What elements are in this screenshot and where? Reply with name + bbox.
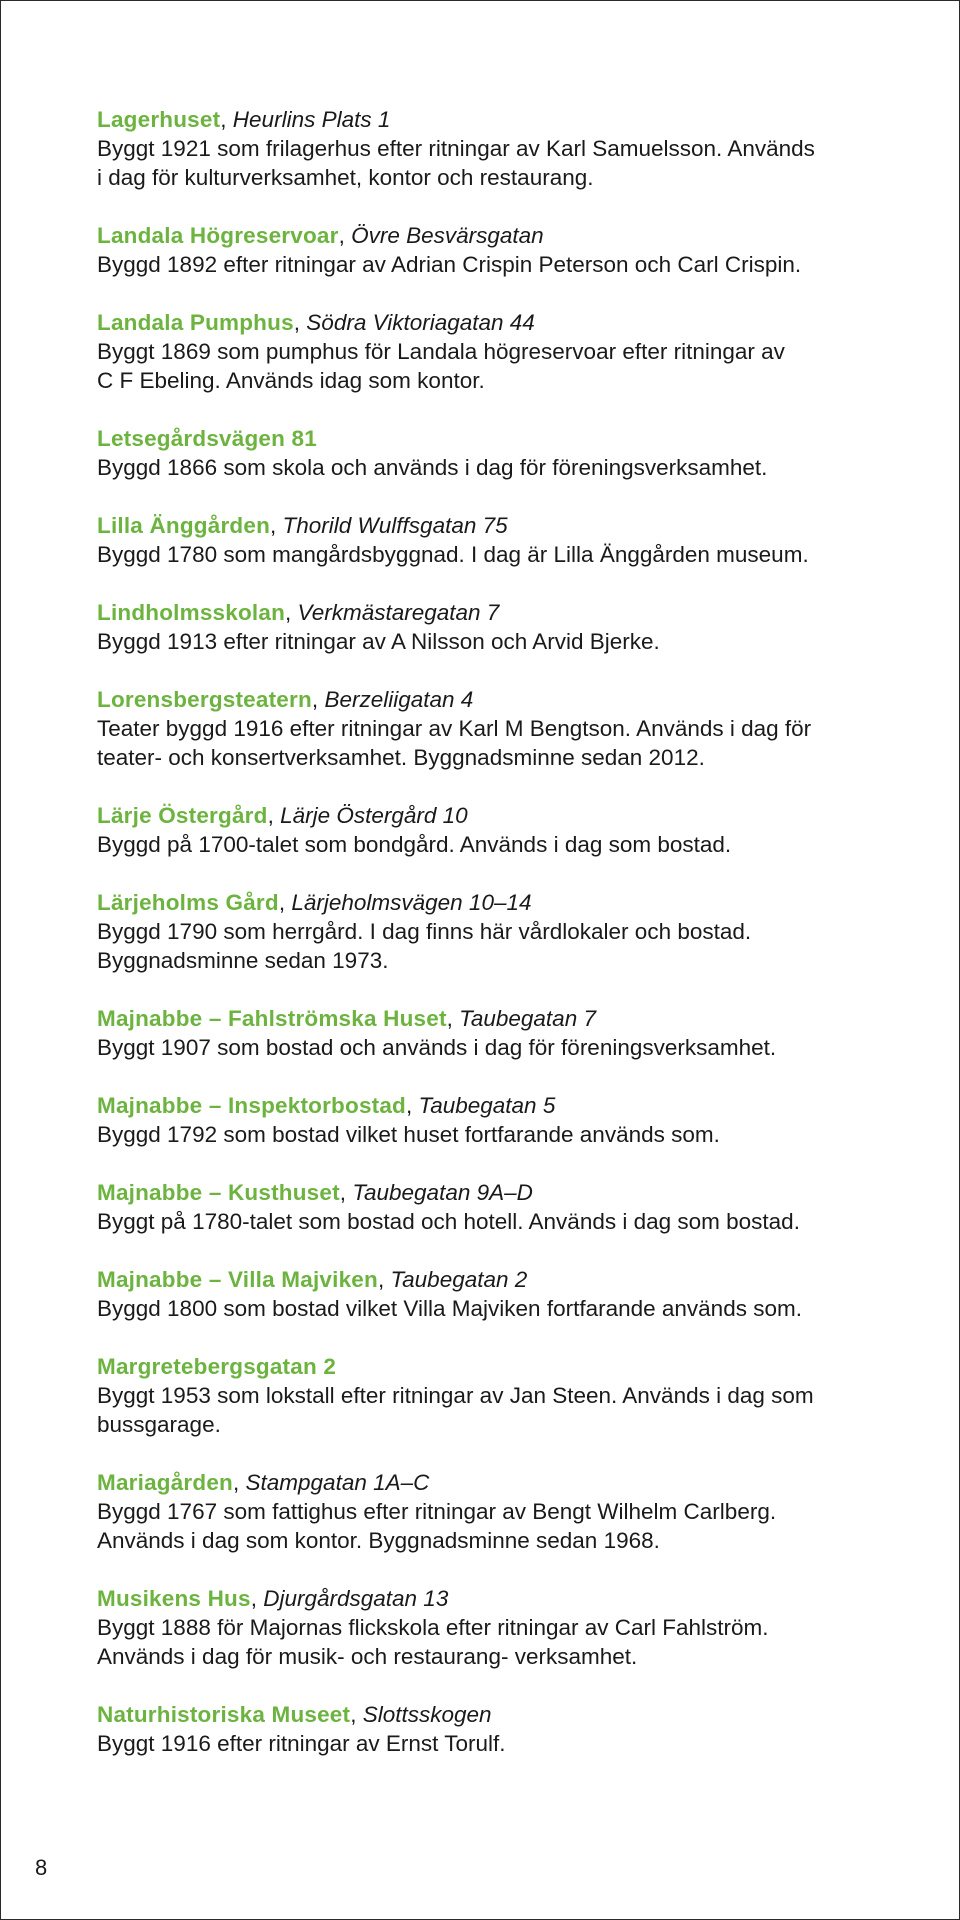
- name-address-separator: ,: [339, 1180, 353, 1205]
- entry-heading: [97, 685, 877, 714]
- building-entry: [97, 888, 877, 975]
- building-entry: [97, 1265, 877, 1323]
- entry-heading: [97, 1468, 877, 1497]
- name-address-separator: ,: [377, 1267, 391, 1292]
- building-description-line: Byggt 1888 för Majornas flickskola efter ritningar av Carl Fahlström.: [97, 1615, 769, 1640]
- building-address: Övre Besvärsgatan: [351, 223, 544, 248]
- entry-heading: [97, 511, 877, 540]
- building-description-line: Byggd 1792 som bostad vilket huset fortfarande används som.: [97, 1122, 720, 1147]
- entry-heading: [97, 308, 877, 337]
- building-address: Verkmästaregatan 7: [297, 600, 500, 625]
- building-name: Majnabbe – Villa Majviken: [97, 1267, 378, 1292]
- name-address-separator: ,: [250, 1586, 264, 1611]
- building-description-line: bussgarage.: [97, 1412, 221, 1437]
- building-name: Lärje Östergård: [97, 803, 268, 828]
- name-address-separator: ,: [338, 223, 352, 248]
- building-name: Lilla Änggården: [97, 513, 271, 538]
- building-description-line: Byggt 1916 efter ritningar av Ernst Torulf.: [97, 1731, 506, 1756]
- entry-heading: [97, 424, 877, 453]
- building-name: Naturhistoriska Museet: [97, 1702, 351, 1727]
- entry-heading: [97, 1700, 877, 1729]
- building-description-line: Byggd på 1700-talet som bondgård. Används i dag som bostad.: [97, 832, 732, 857]
- entry-heading: [97, 1178, 877, 1207]
- building-description-line: Byggt 1869 som pumphus för Landala högreservoar efter ritningar av: [97, 339, 785, 364]
- building-description-line: C F Ebeling. Används idag som kontor.: [97, 368, 485, 393]
- building-description-line: Byggt 1921 som frilagerhus efter ritningar av Karl Samuelsson. Används: [97, 136, 815, 161]
- building-description-line: Byggd 1767 som fattighus efter ritningar av Bengt Wilhelm Carlberg.: [97, 1499, 777, 1524]
- building-name: Lagerhuset: [97, 107, 221, 132]
- building-entry: [97, 511, 877, 569]
- building-description-line: teater- och konsertverksamhet. Byggnadsminne sedan 2012.: [97, 745, 705, 770]
- building-entry: [97, 424, 877, 482]
- building-address: Thorild Wulffsgatan 75: [282, 513, 508, 538]
- building-description-line: Byggd 1913 efter ritningar av A Nilsson och Arvid Bjerke.: [97, 629, 660, 654]
- page-number: 8: [35, 1855, 48, 1880]
- building-entry: [97, 308, 877, 395]
- building-description-line: Byggt 1907 som bostad och används i dag för föreningsverksamhet.: [97, 1035, 777, 1060]
- building-description-line: Byggd 1866 som skola och används i dag för föreningsverksamhet.: [97, 455, 768, 480]
- building-address: Taubegatan 5: [418, 1093, 556, 1118]
- building-name: Majnabbe – Inspektorbostad: [97, 1093, 407, 1118]
- building-name: Letsegårdsvägen 81: [97, 426, 317, 451]
- name-address-separator: ,: [406, 1093, 419, 1118]
- building-address: Taubegatan 9A–D: [352, 1180, 533, 1205]
- building-address: Berzeliigatan 4: [324, 687, 474, 712]
- building-entry: [97, 1468, 877, 1555]
- building-description-line: Används i dag som kontor. Byggnadsminne sedan 1968.: [97, 1528, 660, 1553]
- name-address-separator: ,: [233, 1470, 246, 1495]
- building-description-line: Byggt på 1780-talet som bostad och hotell. Används i dag som bostad.: [97, 1209, 800, 1234]
- building-description-line: Byggd 1780 som mangårdsbyggnad. I dag är Lilla Änggården museum.: [97, 542, 809, 567]
- building-entry: [97, 1352, 877, 1439]
- building-entry: [97, 1584, 877, 1671]
- building-entry: [97, 598, 877, 656]
- building-name: Majnabbe – Fahlströmska Huset: [97, 1006, 447, 1031]
- entry-heading: [97, 1091, 877, 1120]
- building-name: Landala Högreservoar: [97, 223, 339, 248]
- building-address: Stampgatan 1A–C: [245, 1470, 430, 1495]
- building-name: Musikens Hus: [97, 1586, 251, 1611]
- building-entry: [97, 801, 877, 859]
- building-description-line: i dag för kulturverksamhet, kontor och restaurang.: [97, 165, 594, 190]
- building-description-line: Byggd 1790 som herrgård. I dag finns här vårdlokaler och bostad.: [97, 919, 752, 944]
- entry-heading: [97, 801, 877, 830]
- entry-heading: [97, 1265, 877, 1294]
- name-address-separator: ,: [293, 310, 307, 335]
- building-name: Majnabbe – Kusthuset: [97, 1180, 340, 1205]
- building-entry: [97, 1091, 877, 1149]
- entry-heading: [97, 1352, 877, 1381]
- name-address-separator: ,: [446, 1006, 460, 1031]
- building-entry: [97, 685, 877, 772]
- building-address: Djurgårdsgatan 13: [263, 1586, 449, 1611]
- name-address-separator: ,: [220, 107, 233, 132]
- entry-heading: [97, 888, 877, 917]
- building-description-line: Byggnadsminne sedan 1973.: [97, 948, 389, 973]
- entry-heading: [97, 1584, 877, 1613]
- name-address-separator: ,: [270, 513, 283, 538]
- building-address: Heurlins Plats 1: [232, 107, 391, 132]
- building-entry: [97, 1178, 877, 1236]
- entry-heading: [97, 1004, 877, 1033]
- building-description-line: Byggt 1953 som lokstall efter ritningar av Jan Steen. Används i dag som: [97, 1383, 814, 1408]
- building-description-line: Byggd 1800 som bostad vilket Villa Majviken fortfarande används som.: [97, 1296, 802, 1321]
- building-name: Lärjeholms Gård: [97, 890, 279, 915]
- building-description-line: Byggd 1892 efter ritningar av Adrian Crispin Peterson och Carl Crispin.: [97, 252, 802, 277]
- name-address-separator: ,: [267, 803, 281, 828]
- entry-heading: [97, 105, 877, 134]
- building-description-line: Används i dag för musik- och restaurang- verksamhet.: [97, 1644, 638, 1669]
- entry-heading: [97, 598, 877, 627]
- building-name: Margretebergsgatan 2: [97, 1354, 337, 1379]
- building-name: Lorensbergsteatern: [97, 687, 312, 712]
- building-address: Taubegatan 2: [390, 1267, 528, 1292]
- building-address: Lärjeholmsvägen 10–14: [291, 890, 532, 915]
- building-entry: [97, 1004, 877, 1062]
- building-name: Landala Pumphus: [97, 310, 294, 335]
- building-entry: [97, 105, 877, 192]
- building-address: Lärje Östergård 10: [280, 803, 468, 828]
- name-address-separator: ,: [285, 600, 298, 625]
- building-list: [97, 105, 877, 1787]
- building-entry: [97, 1700, 877, 1758]
- building-description-line: Teater byggd 1916 efter ritningar av Karl M Bengtson. Används i dag för: [97, 716, 812, 741]
- building-address: Slottsskogen: [362, 1702, 492, 1727]
- building-name: Lindholmsskolan: [97, 600, 286, 625]
- building-address: Taubegatan 7: [459, 1006, 596, 1031]
- building-name: Mariagården: [97, 1470, 233, 1495]
- name-address-separator: ,: [311, 687, 325, 712]
- building-address: Södra Viktoriagatan 44: [306, 310, 535, 335]
- building-entry: [97, 221, 877, 279]
- name-address-separator: ,: [278, 890, 292, 915]
- entry-heading: [97, 221, 877, 250]
- name-address-separator: ,: [350, 1702, 363, 1727]
